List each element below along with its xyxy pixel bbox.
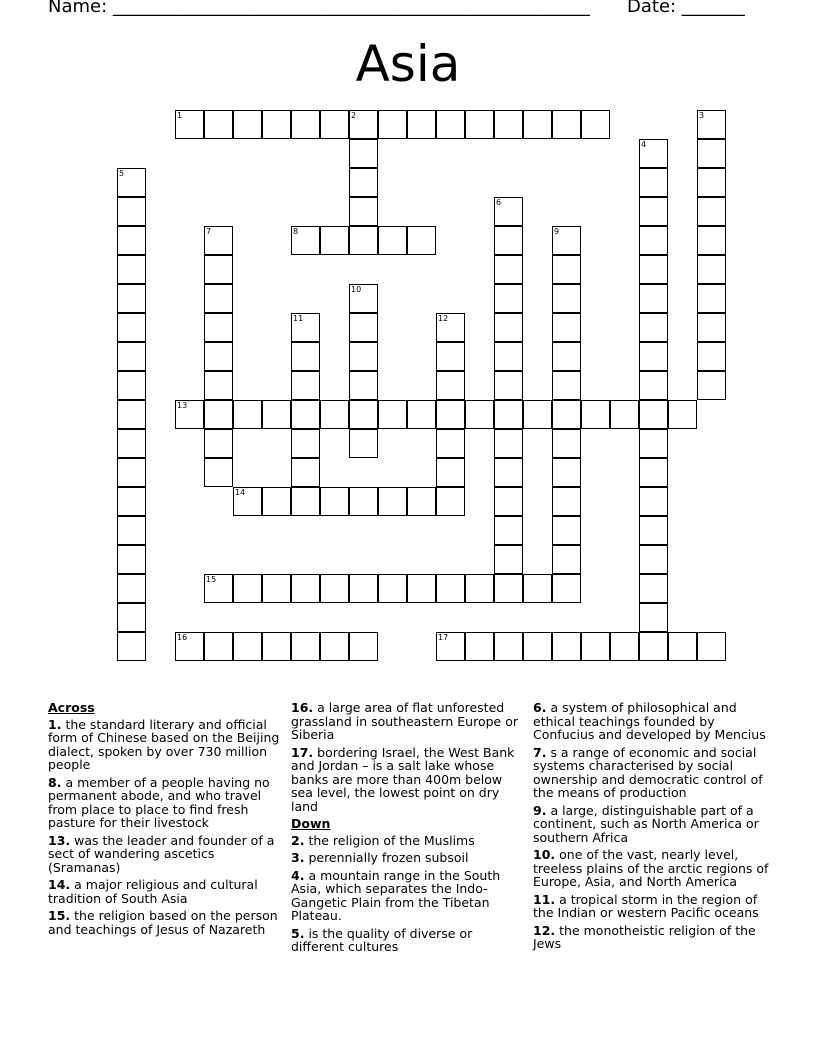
grid-cell[interactable]	[494, 574, 523, 603]
date-field-label: Date: _______	[627, 0, 745, 17]
grid-cell[interactable]	[117, 400, 146, 429]
grid-cell[interactable]	[204, 400, 233, 429]
clue-number: 11.	[533, 891, 556, 907]
grid-cell[interactable]	[291, 110, 320, 139]
clues-column-3	[533, 701, 769, 955]
grid-cell[interactable]	[494, 429, 523, 458]
grid-cell[interactable]	[552, 545, 581, 574]
grid-cell[interactable]	[494, 545, 523, 574]
clue-text: s a range of economic and social systems characterised by social ownership and democratic control of the means of production	[533, 744, 763, 800]
grid-cell[interactable]	[117, 574, 146, 603]
grid-cell[interactable]	[523, 110, 552, 139]
grid-cell[interactable]	[291, 429, 320, 458]
grid-cell[interactable]	[697, 197, 726, 226]
grid-cell[interactable]	[552, 429, 581, 458]
grid-cell[interactable]	[291, 342, 320, 371]
grid-cell[interactable]	[697, 313, 726, 342]
page-title: Asia	[355, 35, 461, 93]
grid-cell[interactable]	[262, 632, 291, 661]
grid-cell[interactable]	[204, 342, 233, 371]
grid-cell[interactable]	[117, 255, 146, 284]
grid-cell[interactable]	[233, 574, 262, 603]
grid-cell[interactable]	[436, 371, 465, 400]
grid-cell[interactable]	[291, 400, 320, 429]
clue-text: a mountain range in the South Asia, which separates the Indo-Gangetic Plain from the Tibetan Plateau.	[291, 867, 501, 923]
clue-number-label: 11	[293, 314, 304, 323]
clue-number-label: 15	[206, 575, 217, 584]
grid-cell[interactable]	[552, 313, 581, 342]
grid-cell[interactable]	[523, 632, 552, 661]
grid-cell[interactable]	[262, 110, 291, 139]
grid-cell[interactable]	[639, 458, 668, 487]
grid-cell[interactable]	[581, 632, 610, 661]
clue-number: 1.	[48, 716, 62, 732]
grid-cell[interactable]	[523, 574, 552, 603]
grid-cell[interactable]	[233, 110, 262, 139]
grid-cell[interactable]	[349, 168, 378, 197]
grid-cell[interactable]	[320, 632, 349, 661]
grid-cell[interactable]	[320, 110, 349, 139]
name-field-label: Name: _____________________________________________________	[48, 0, 590, 17]
grid-cell[interactable]	[494, 516, 523, 545]
clue-number: 8.	[48, 774, 62, 790]
grid-cell[interactable]	[378, 487, 407, 516]
grid-cell[interactable]	[465, 574, 494, 603]
grid-cell[interactable]	[204, 110, 233, 139]
grid-cell[interactable]	[378, 400, 407, 429]
clue-number-label: 8	[293, 227, 299, 236]
grid-cell[interactable]	[494, 400, 523, 429]
clue-number: 17.	[291, 744, 314, 760]
grid-cell[interactable]	[697, 139, 726, 168]
grid-cell[interactable]	[204, 632, 233, 661]
grid-cell[interactable]	[204, 255, 233, 284]
grid-cell[interactable]	[523, 400, 552, 429]
clue-number-label: 17	[438, 633, 449, 642]
grid-cell[interactable]	[349, 139, 378, 168]
clue-text: the religion of the Muslims	[308, 832, 475, 848]
grid-cell[interactable]	[320, 400, 349, 429]
grid-cell[interactable]	[697, 342, 726, 371]
grid-cell[interactable]	[349, 632, 378, 661]
clue-number-label: 7	[206, 227, 212, 236]
clue-number: 3.	[291, 850, 305, 865]
clue-number: 15.	[48, 908, 71, 923]
clue-number-label: 4	[641, 140, 647, 149]
clue-number-label: 10	[351, 285, 362, 294]
grid-cell[interactable]	[639, 342, 668, 371]
clue-down-3	[291, 851, 527, 865]
grid-cell[interactable]	[436, 487, 465, 516]
grid-cell[interactable]	[117, 516, 146, 545]
grid-cell[interactable]	[117, 545, 146, 574]
grid-cell[interactable]	[291, 574, 320, 603]
clue-down-10	[533, 848, 769, 889]
clue-number: 2.	[291, 832, 305, 848]
grid-cell[interactable]	[697, 284, 726, 313]
grid-cell[interactable]	[494, 458, 523, 487]
grid-cell[interactable]	[639, 603, 668, 632]
grid-cell[interactable]	[349, 313, 378, 342]
grid-cell[interactable]	[349, 342, 378, 371]
grid-cell[interactable]	[378, 574, 407, 603]
clue-number: 14.	[48, 877, 71, 892]
grid-cell[interactable]	[349, 400, 378, 429]
grid-cell[interactable]	[697, 371, 726, 400]
grid-cell[interactable]	[552, 574, 581, 603]
clue-number: 13.	[48, 832, 71, 848]
clue-number: 4.	[291, 867, 305, 883]
grid-cell[interactable]	[436, 458, 465, 487]
clue-number: 9.	[533, 802, 547, 818]
clue-across-13	[48, 834, 284, 875]
grid-cell[interactable]	[610, 400, 639, 429]
grid-cell[interactable]	[494, 313, 523, 342]
grid-cell[interactable]	[436, 574, 465, 603]
grid-cell[interactable]	[494, 487, 523, 516]
clue-text: a tropical storm in the region of the Indian or western Pacific oceans	[533, 891, 759, 920]
clue-text: a member of a people having no permanent abode, and who travel from place to place to find fresh pasture for their livestock	[48, 774, 270, 830]
grid-cell[interactable]	[436, 342, 465, 371]
clue-across-14	[48, 878, 284, 905]
grid-cell[interactable]	[697, 168, 726, 197]
grid-cell[interactable]	[407, 226, 436, 255]
grid-cell[interactable]	[407, 487, 436, 516]
grid-cell[interactable]	[378, 226, 407, 255]
grid-cell[interactable]	[436, 400, 465, 429]
grid-cell[interactable]	[639, 487, 668, 516]
clue-down-2	[291, 834, 527, 848]
clue-down-6	[533, 701, 769, 742]
clue-text: was the leader and founder of a sect of wandering ascetics (Sramanas)	[48, 832, 275, 875]
clue-number-label: 5	[119, 169, 125, 178]
clue-number-label: 6	[496, 198, 502, 207]
clue-number: 7.	[533, 744, 547, 760]
grid-cell[interactable]	[291, 458, 320, 487]
clue-number: 6.	[533, 700, 547, 715]
clue-number-label: 3	[699, 111, 705, 120]
grid-cell[interactable]	[494, 632, 523, 661]
grid-cell[interactable]	[639, 284, 668, 313]
clue-text: a large area of flat unforested grassland in southeastern Europe or Siberia	[291, 700, 518, 742]
grid-cell[interactable]	[320, 226, 349, 255]
grid-cell[interactable]	[349, 371, 378, 400]
clue-number-label: 14	[235, 488, 246, 497]
clue-number-label: 1	[177, 111, 183, 120]
grid-cell[interactable]	[465, 110, 494, 139]
grid-cell[interactable]	[465, 632, 494, 661]
grid-cell[interactable]	[291, 371, 320, 400]
grid-cell[interactable]	[639, 400, 668, 429]
grid-cell[interactable]	[262, 487, 291, 516]
clue-number-label: 13	[177, 401, 188, 410]
grid-cell[interactable]	[349, 226, 378, 255]
clue-text: perennially frozen subsoil	[308, 850, 469, 865]
grid-cell[interactable]	[117, 429, 146, 458]
grid-cell[interactable]	[639, 545, 668, 574]
grid-cell[interactable]	[639, 574, 668, 603]
grid-cell[interactable]	[407, 110, 436, 139]
grid-cell[interactable]	[320, 487, 349, 516]
clues-column-2	[291, 701, 527, 958]
grid-cell[interactable]	[407, 574, 436, 603]
grid-cell[interactable]	[465, 400, 494, 429]
clue-across-8	[48, 776, 284, 830]
grid-cell[interactable]	[668, 632, 697, 661]
grid-cell[interactable]	[552, 342, 581, 371]
clue-text: a major religious and cultural tradition of South Asia	[48, 877, 258, 906]
clue-down-4	[291, 869, 527, 923]
grid-cell[interactable]	[494, 371, 523, 400]
grid-cell[interactable]	[349, 487, 378, 516]
grid-cell[interactable]	[262, 574, 291, 603]
grid-cell[interactable]	[349, 429, 378, 458]
grid-cell[interactable]	[117, 342, 146, 371]
grid-cell[interactable]	[320, 574, 349, 603]
grid-cell[interactable]	[494, 226, 523, 255]
grid-cell[interactable]	[117, 458, 146, 487]
clue-text: the religion based on the person and teachings of Jesus of Nazareth	[48, 908, 278, 937]
clue-number: 10.	[533, 847, 556, 862]
grid-cell[interactable]	[581, 400, 610, 429]
clue-down-11	[533, 893, 769, 920]
grid-cell[interactable]	[552, 110, 581, 139]
grid-cell[interactable]	[639, 313, 668, 342]
clue-across-17	[291, 746, 527, 814]
grid-cell[interactable]	[117, 632, 146, 661]
clue-number-label: 16	[177, 633, 188, 642]
grid-cell[interactable]	[494, 110, 523, 139]
grid-cell[interactable]	[639, 197, 668, 226]
down-heading: Down	[291, 816, 331, 831]
grid-cell[interactable]	[349, 574, 378, 603]
grid-cell[interactable]	[697, 255, 726, 284]
clue-number: 5.	[291, 925, 305, 941]
grid-cell[interactable]	[639, 371, 668, 400]
grid-cell[interactable]	[610, 632, 639, 661]
grid-cell[interactable]	[117, 226, 146, 255]
grid-cell[interactable]	[552, 487, 581, 516]
grid-cell[interactable]	[552, 284, 581, 313]
clue-down-7	[533, 746, 769, 800]
grid-cell[interactable]	[552, 255, 581, 284]
grid-cell[interactable]	[639, 429, 668, 458]
grid-cell[interactable]	[291, 487, 320, 516]
clue-number-label: 9	[554, 227, 560, 236]
grid-cell[interactable]	[668, 400, 697, 429]
grid-cell[interactable]	[494, 284, 523, 313]
clue-down-5	[291, 927, 527, 954]
grid-cell[interactable]	[117, 487, 146, 516]
clues-column-1	[48, 701, 284, 940]
grid-cell[interactable]	[407, 400, 436, 429]
clue-number: 16.	[291, 700, 314, 715]
grid-cell[interactable]	[291, 632, 320, 661]
clue-across-15	[48, 909, 284, 936]
grid-cell[interactable]	[639, 255, 668, 284]
grid-cell[interactable]	[639, 168, 668, 197]
clue-number-label: 2	[351, 111, 357, 120]
grid-cell[interactable]	[639, 516, 668, 545]
clue-text: a system of philosophical and ethical teachings founded by Confucius and developed by Mencius	[533, 700, 766, 742]
grid-cell[interactable]	[204, 313, 233, 342]
grid-cell[interactable]	[117, 371, 146, 400]
grid-cell[interactable]	[697, 226, 726, 255]
grid-cell[interactable]	[581, 110, 610, 139]
grid-cell[interactable]	[697, 632, 726, 661]
grid-cell[interactable]	[436, 429, 465, 458]
grid-cell[interactable]	[552, 516, 581, 545]
clue-across-16	[291, 701, 527, 742]
grid-cell[interactable]	[204, 371, 233, 400]
clue-across-1	[48, 718, 284, 772]
grid-cell[interactable]	[639, 226, 668, 255]
grid-cell[interactable]	[552, 632, 581, 661]
clue-text: bordering Israel, the West Bank and Jordan – is a salt lake whose banks are more than 400m below sea level, the lowest point on dry land	[291, 744, 515, 814]
grid-cell[interactable]	[204, 284, 233, 313]
grid-cell[interactable]	[204, 429, 233, 458]
clue-text: the standard literary and official form of Chinese based on the Beijing dialect, spoken by over 730 million people	[48, 716, 280, 772]
grid-cell[interactable]	[552, 458, 581, 487]
grid-cell[interactable]	[262, 400, 291, 429]
grid-cell[interactable]	[436, 110, 465, 139]
grid-cell[interactable]	[117, 603, 146, 632]
grid-cell[interactable]	[117, 197, 146, 226]
clue-text: is the quality of diverse or different cultures	[291, 925, 473, 954]
grid-cell[interactable]	[233, 400, 262, 429]
clue-text: one of the vast, nearly level, treeless plains of the arctic regions of Europe, Asia, and North America	[533, 847, 769, 889]
clue-down-12	[533, 924, 769, 951]
grid-cell[interactable]	[117, 284, 146, 313]
grid-cell[interactable]	[233, 632, 262, 661]
grid-cell[interactable]	[117, 313, 146, 342]
clue-down-9	[533, 804, 769, 845]
clue-text: a large, distinguishable part of a continent, such as North America or southern Africa	[533, 802, 759, 845]
grid-cell[interactable]	[378, 110, 407, 139]
grid-cell[interactable]	[349, 197, 378, 226]
clue-text: the monotheistic religion of the Jews	[533, 922, 756, 951]
grid-cell[interactable]	[494, 342, 523, 371]
grid-cell[interactable]	[639, 632, 668, 661]
clue-number: 12.	[533, 922, 556, 938]
across-heading: Across	[48, 700, 95, 715]
grid-cell[interactable]	[552, 400, 581, 429]
clue-number-label: 12	[438, 314, 449, 323]
grid-cell[interactable]	[494, 255, 523, 284]
grid-cell[interactable]	[204, 458, 233, 487]
grid-cell[interactable]	[552, 371, 581, 400]
